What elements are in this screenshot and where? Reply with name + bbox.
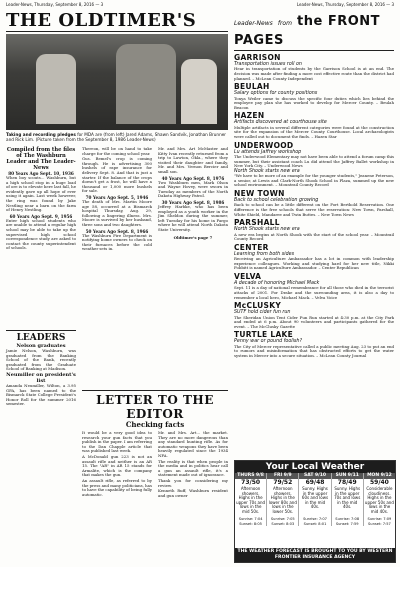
town-name: BEULAH	[234, 82, 270, 92]
day-name: THURS 9/8	[235, 473, 266, 479]
weather-sponsor: THE WEATHER FORECAST IS BROUGHT TO YOU BY WESTERN FRONTIER INSURANCE AGENCY	[235, 548, 395, 562]
article-text: The Washburn Fire Department is notifying home owners to check on their furnaces before the cold weather sets in.	[82, 232, 152, 252]
caption-bold: Taking and recording pledges	[6, 132, 76, 137]
weather-box	[234, 460, 396, 563]
letter-title: LETTER TO THE EDITOR	[96, 393, 214, 421]
weather-day	[267, 473, 299, 526]
item-body: The Sheridan Union Tent Cider Fun Run started at 4:30 p.m. at the City Park and ended at 6 p.m. About 90 volunteers and participants gathered for the event. – The McClusky Gazette	[234, 314, 394, 329]
front-page-item	[234, 53, 394, 81]
photo-person	[181, 59, 217, 124]
archive-photo	[6, 34, 228, 130]
item-headline: Back to school celebration growing	[234, 197, 319, 203]
day-forecast: Afternoon showers. Highs in the lower 80s and lows in the lower 50s.	[268, 486, 297, 514]
date-heading: 60 Years Ago Sept. 9, 1956	[9, 213, 73, 219]
item-body: The Underwood Elementary may not have been able to attend a forum camp this summer, but their assistant coach Lu did attend the Jaffrey Ballet workshop in New York City. – Underwood News	[234, 153, 394, 169]
leaders-subhead: Neumiller on president's list	[6, 371, 76, 384]
town-name: GARRISON	[234, 53, 281, 62]
item-body: "We have to be more of an example for the younger students," Jeanene Peterson, a senior, at Lewis and Clark-North Shook School in Plaza, summed up the new school environment. – Mountrail County Record	[234, 173, 394, 188]
letter-text: Mr. and Mrs. Art... the market. They are no more dangerous than any standard hunting rifle. As for automatic weapons they have been heavily regulated since the 1934 NFA.	[158, 430, 228, 458]
article-text: Mr. and Mrs. Art McMaster and Kitty Ivan recently returned from a trip to Lawton, Okla., where they visited their daughter and family, Mr. and Mrs. Vernon Bercier and small son.	[158, 146, 228, 174]
weather-day	[364, 473, 395, 526]
weather-day	[299, 473, 331, 526]
oldtimers-title: THE OLDTIMER'S	[6, 10, 197, 31]
town-name: CENTER	[234, 242, 269, 252]
photo-person	[36, 54, 76, 124]
column-3	[158, 147, 228, 240]
letter-columns	[82, 429, 228, 589]
letter-text: An assault rifle, as referred to by the press and many politicians, has to have the capability of being fully automatic.	[82, 477, 152, 497]
item-body: A new era begins at North Shook with the start of the school year. – Mountrail County Record	[234, 231, 394, 242]
item-headline: North Shook starts new era	[234, 168, 300, 174]
day-sun-times: Sunrise: 7:04 Sunset: 8:05	[238, 517, 263, 526]
day-sun-times: Sunrise: 7:09 Sunset: 7:57	[367, 517, 392, 526]
item-headline: Penny war or pound foolish?	[234, 339, 303, 345]
letter-column-2	[158, 431, 228, 499]
title-rule	[6, 31, 228, 32]
front-page-item	[234, 189, 394, 217]
article-text: Gus. Bemel's crop is coming through. He is advertising 300 bushels of rape insurance for delivery Sept. 8. And that is just a starter. If the balance of the crops doesn't get a frost, he will have a thousand or 1,000 more bushels for sale.	[82, 156, 152, 194]
weather-days	[235, 473, 395, 526]
front-page-item	[234, 111, 394, 139]
day-temps: 78/49	[337, 479, 357, 486]
caption-text: for MDA are (from left) Jared Adams, Shawn Sandvik, Jonathan Brunner and Rick Lim. (Picture taken from the September 8, 1986 Leader-News)	[6, 132, 227, 142]
letter-text: The reality is that when people in the media and in politics hear call a gun an assault rifle, it's a statement made out of ignorance.	[158, 458, 228, 478]
day-temps: 73/50	[241, 479, 261, 486]
article-text: When boy scouts... Washburn, but a high school stop in a huge load of ore is to elevate here last fall, he evidently gave up all hope of ever using it again. Last week however, the ring was found by Jake Nestling near a barn on the farm of Henry Nestling.	[6, 175, 76, 213]
article-text: Thereon, will be on hand to take charge for the coming school year.	[82, 146, 152, 156]
letter-text: A McDonald gun 223 is not an assault rifle and neither is an AR 15. The "AR" in AR 15 stands for Armalite, which is the company that makes the gun.	[82, 453, 152, 478]
front-page-item	[234, 243, 394, 271]
item-body: Tonya Weiler came to discuss the specific four duties which lies behind the employee pay plan she has worked to develop for Mercer County. – Beulah Beacon	[234, 95, 394, 110]
leaders-subhead: Nelson graduates	[16, 343, 66, 349]
front-pages-list	[234, 53, 394, 358]
day-name: FRI 9/9	[267, 473, 298, 479]
letter-section	[82, 390, 228, 589]
town-name: HAZEN	[234, 111, 265, 121]
letter-subtitle: Checking facts	[125, 420, 185, 429]
item-headline: SUTF hold cider fun run	[234, 310, 291, 316]
item-headline: Lu attends Jaffrey workshop	[234, 149, 302, 155]
letter-text: It would be a very good idea to research your gun facts that you publish in the paper. I am referring to the Dan Chapple article that was published last week.	[82, 430, 152, 454]
article-text: Enter high school students who are unable to attend a regular high school may be able to take up the supervised high school correspondence study are asked to contact the county superintendent of schools.	[6, 217, 76, 251]
item-body: Receiving an Agriculture Ambassador has a lot in common with leadership experience colleagues. Working and studying hard for her new title, Nikki Fobbitt is named Agriculture Ambassador. – Center Republican	[234, 256, 394, 271]
column-1	[6, 147, 76, 252]
item-headline: North Shook starts new era	[234, 227, 300, 233]
masthead-kicker: Leader-News	[234, 20, 273, 27]
item-headline: Transportation issues roll on	[234, 62, 302, 67]
town-name: PARSHALL	[234, 218, 280, 228]
item-body: Hear in transportation of students by the Garrison School is at an end. The decision was made after finding a more cost effective route than the district had planned. – McLean County Independent	[234, 66, 394, 81]
leaders-section	[6, 330, 76, 407]
day-temps: 59/40	[369, 479, 389, 486]
front-page-item	[234, 272, 394, 300]
leaders-title: LEADERS	[16, 333, 66, 343]
item-body: Multiple artifacts in several different categories were found at the construction site for the expansion of the Mercer County Courthouse. Local archaeologists were called out to document the finds. – Hazen Star	[234, 124, 394, 139]
front-page-item	[234, 330, 394, 358]
day-sun-times: Sunrise: 7:07 Sunset: 8:01	[303, 517, 327, 526]
date-heading: 50 Years Ago Sept. 8, 1966	[85, 228, 149, 234]
front-pages-masthead	[234, 10, 394, 48]
front-pages-column	[234, 10, 394, 358]
day-sun-times: Sunrise: 7:05 Sunset: 8:03	[270, 517, 295, 526]
town-name: UNDERWOOD	[234, 140, 294, 150]
column-heading: Compiled from the files of The Washburn Leader and The Leader-News	[6, 147, 76, 171]
jump-line: Oldtimer's page 7	[173, 234, 213, 240]
day-forecast: Sunny. Highs in the upper 60s and lows in the mid 40s.	[301, 486, 329, 510]
page-header	[0, 0, 400, 8]
town-name: VELVA	[234, 271, 262, 281]
masthead-from: from	[277, 20, 292, 27]
article-text: The death of Mrs. Martin Moore age 58, occurred at a Bismarck hospital Thursday, Aug. 29, following a lingering illness. Mrs. Moore is survived by her husband, three sons and two daughters.	[82, 198, 152, 227]
date-heading: 30 Years Ago Sept. 8, 1986	[161, 199, 225, 205]
front-page-item	[234, 141, 394, 169]
leaders-text: Amanda Neumiller, Wilton, a 3.95 GPA, has been named to the Bismarck State College President's Honor Roll for the summer 2016 semester.	[6, 382, 76, 407]
column-2	[82, 147, 152, 253]
town-name: NEW TOWN	[234, 188, 285, 198]
letter-signature: Kenneth Ruff, Washburn resident and gun owner	[158, 488, 228, 498]
day-forecast: Sunny. Highs in the upper 70s and lows in the mid 40s.	[334, 486, 361, 510]
header-right: Leader-News, Thursday, September 8, 2016 — 3	[296, 2, 394, 7]
day-forecast: Afternoon showers. Highs in the upper 70s and lows in the mid 50s.	[236, 486, 266, 514]
article-text: Two Washburn men, Mark Olson and Wayne Hovey, were sworn in Tuesday as members of the North Dakota Highway Patrol.	[158, 179, 228, 199]
item-body: The City of Mercer representative called a public meeting Aug. 23 to put an end to rumors and misinformation that has obstructed efforts to get the water system in Mercer into a secure situation. – McLean County Journal	[234, 343, 394, 358]
front-page-item	[234, 218, 394, 242]
item-body: Back to school can be a little different on the Fort Berthold Reservation. One difference is the free schools that serve the reservation: New Town, Parshall, White Shield, Mandaree and Twin Buttes. – New Town News	[234, 202, 394, 217]
town-name: TURTLE LAKE	[234, 330, 294, 340]
item-headline: Learning from both sides	[234, 251, 295, 257]
photo-caption	[6, 132, 228, 142]
front-page-item	[234, 301, 394, 329]
day-name: MON 9/12	[364, 473, 395, 479]
day-name: SUN 9/11	[332, 473, 363, 479]
letter-text: Thank you for considering my review.	[158, 477, 228, 488]
weather-day	[332, 473, 364, 526]
letter-column-1	[82, 431, 152, 498]
day-temps: 69/48	[305, 479, 325, 486]
date-heading: 70 Years Ago Sept. 5, 1946	[85, 194, 149, 200]
item-headline: Artifacts discovered at courthouse site	[234, 120, 327, 126]
photo-person	[116, 44, 176, 124]
weather-title: Your Local Weather	[235, 461, 395, 473]
day-name: SAT 9/10	[299, 473, 330, 479]
item-headline: A decade of honoring Michael Mack	[234, 280, 320, 286]
day-temps: 79/52	[273, 479, 293, 486]
item-headline: Salary options for county positions	[234, 91, 318, 97]
day-sun-times: Sunrise: 7:08 Sunset: 7:59	[335, 517, 360, 526]
leaders-text: Jamie Nelson, Washburn, was graduated from the Banking School of the Bank, recently graduated from the Graduate School of Banking at Madison.	[6, 348, 76, 372]
date-heading: 80 Years Ago Sept. 10, 1936	[8, 171, 74, 176]
masthead-title: the FRONT PAGES	[234, 14, 381, 48]
front-page-item	[234, 82, 394, 110]
divider	[234, 50, 394, 51]
front-page-item	[234, 169, 394, 188]
item-body: Sept. 11 is a day of national remembrance for all those who died in the terrorist attacks of 2001. For Drake and the surrounding area, it is also a day to remember a local hero, Michael Mack. – Velva Voice	[234, 285, 394, 300]
town-name: McCLUSKY	[234, 301, 282, 311]
day-forecast: Considerable cloudiness. Highs in the upper 50s and lows in the mid 40s.	[364, 486, 394, 514]
date-heading: 40 Years Ago Sept. 8, 1976	[161, 175, 225, 181]
header-left: Leader-News, Thursday, September 8, 2016 — 3	[6, 2, 104, 7]
weather-day	[235, 473, 267, 526]
article-text: Jeffrey Harbke, who has been employed as a youth worker in the Jim Sheldon during the summer, left Tuesday for his home in Fargo where he will attend North Dakota State University.	[158, 203, 228, 232]
